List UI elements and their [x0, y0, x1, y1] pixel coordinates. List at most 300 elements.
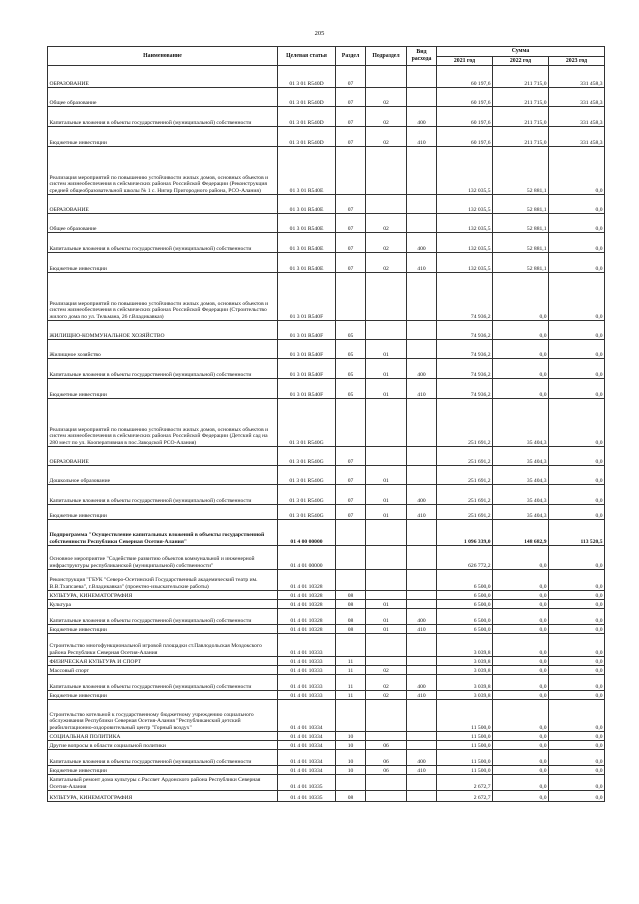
row-subsection: [366, 591, 407, 600]
row-2023: 0,0: [549, 253, 605, 273]
table-row: [48, 466, 605, 485]
table-row: [48, 625, 605, 634]
row-exp-type: [407, 520, 437, 546]
row-2023: 331 458,3: [549, 107, 605, 127]
row-subsection: 06: [366, 750, 407, 766]
table-row: [48, 570, 605, 591]
row-2021: 251 691,2: [437, 466, 493, 485]
row-2023: 0,0: [549, 546, 605, 570]
row-subsection: 02: [366, 253, 407, 273]
header-year-2021: 2021 год: [437, 57, 493, 66]
table-row: [48, 447, 605, 466]
row-section: [336, 273, 366, 321]
row-target: 01 4 01 10335: [278, 791, 336, 802]
row-2021: 6 500,0: [437, 609, 493, 625]
row-name: ОБРАЗОВАНИЕ: [48, 195, 278, 214]
row-target: 01 3 01 R540D: [278, 88, 336, 107]
table-row: [48, 147, 605, 195]
row-2022: 0,0: [493, 609, 549, 625]
row-name: Бюджетные инвестиции: [48, 253, 278, 273]
row-exp-type: 410: [407, 253, 437, 273]
row-target: 01 3 01 R540F: [278, 379, 336, 399]
row-subsection: [366, 775, 407, 791]
row-target: 01 4 01 10333: [278, 657, 336, 666]
row-2023: 0,0: [549, 570, 605, 591]
row-2023: 0,0: [549, 399, 605, 447]
table-row: [48, 127, 605, 147]
row-2023: 0,0: [549, 466, 605, 485]
row-target: 01 3 01 R540F: [278, 273, 336, 321]
header-year-2022: 2022 год: [493, 57, 549, 66]
row-exp-type: [407, 147, 437, 195]
row-section: 07: [336, 253, 366, 273]
table-row: [48, 321, 605, 340]
row-exp-type: 410: [407, 379, 437, 399]
row-exp-type: [407, 666, 437, 675]
row-2021: 132 035,5: [437, 195, 493, 214]
row-2021: 74 936,2: [437, 340, 493, 359]
row-2023: 0,0: [549, 147, 605, 195]
row-subsection: [366, 520, 407, 546]
row-2022: 211 715,0: [493, 88, 549, 107]
row-2021: 2 672,7: [437, 791, 493, 802]
row-exp-type: [407, 732, 437, 741]
row-2021: 6 500,0: [437, 600, 493, 609]
row-exp-type: 400: [407, 485, 437, 505]
table-row: [48, 273, 605, 321]
row-subsection: [366, 273, 407, 321]
row-2023: 0,0: [549, 233, 605, 253]
row-2021: 132 035,5: [437, 147, 493, 195]
row-exp-type: 400: [407, 359, 437, 379]
row-exp-type: [407, 66, 437, 88]
row-target: 01 3 01 R540G: [278, 466, 336, 485]
row-section: 05: [336, 379, 366, 399]
row-2023: 331 458,3: [549, 66, 605, 88]
row-2021: 3 039,8: [437, 634, 493, 657]
row-subsection: 01: [366, 600, 407, 609]
table-row: [48, 520, 605, 546]
row-target: 01 4 01 10333: [278, 634, 336, 657]
row-name: КУЛЬТУРА, КИНЕМАТОГРАФИЯ: [48, 791, 278, 802]
row-target: 01 4 01 10328: [278, 570, 336, 591]
row-target: 01 4 01 10333: [278, 666, 336, 675]
table-header: [48, 47, 605, 66]
row-name: СОЦИАЛЬНАЯ ПОЛИТИКА: [48, 732, 278, 741]
row-section: [336, 520, 366, 546]
row-name: Основное мероприятие "Содействие развитию объектов коммунальной и инженерной инфраструктуры республиканской (муниципальной) собственности": [48, 546, 278, 570]
row-2023: 0,0: [549, 766, 605, 775]
row-2022: 0,0: [493, 600, 549, 609]
row-subsection: [366, 399, 407, 447]
row-exp-type: 410: [407, 766, 437, 775]
row-name: Бюджетные инвестиции: [48, 127, 278, 147]
row-2022: 0,0: [493, 321, 549, 340]
row-exp-type: [407, 399, 437, 447]
row-2022: 52 881,1: [493, 233, 549, 253]
row-subsection: [366, 634, 407, 657]
row-2021: 11 500,0: [437, 750, 493, 766]
row-2023: 0,0: [549, 359, 605, 379]
row-exp-type: [407, 88, 437, 107]
row-name: Культура: [48, 600, 278, 609]
row-2021: 11 500,0: [437, 732, 493, 741]
row-exp-type: [407, 466, 437, 485]
row-2021: 6 500,0: [437, 591, 493, 600]
row-2022: 211 715,0: [493, 66, 549, 88]
row-2023: 0,0: [549, 214, 605, 233]
row-2021: 6 500,0: [437, 570, 493, 591]
budget-table: [47, 46, 605, 802]
row-subsection: [366, 657, 407, 666]
row-section: 11: [336, 657, 366, 666]
row-target: 01 3 01 R540F: [278, 321, 336, 340]
table-row: [48, 750, 605, 766]
row-section: 11: [336, 691, 366, 700]
table-row: [48, 766, 605, 775]
row-section: 07: [336, 66, 366, 88]
row-2021: 251 691,2: [437, 399, 493, 447]
row-exp-type: [407, 600, 437, 609]
row-target: 01 4 01 10333: [278, 691, 336, 700]
row-exp-type: [407, 195, 437, 214]
table-row: [48, 775, 605, 791]
row-2022: 0,0: [493, 700, 549, 732]
row-2021: 6 500,0: [437, 625, 493, 634]
row-target: 01 3 01 R540G: [278, 505, 336, 520]
row-2023: 0,0: [549, 379, 605, 399]
row-2023: 331 458,3: [549, 127, 605, 147]
row-2022: 52 881,1: [493, 253, 549, 273]
row-2021: 74 936,2: [437, 379, 493, 399]
header-section: Раздел: [336, 47, 366, 66]
row-name: Реализация мероприятий по повышению устойчивости жилых домов, основных объектов и систем жизнеобеспечения в сейсмических районах Российской Федерации (Реконструкция средней общеобразовательной школы № 1 с. Нигир Пригородного района, РСО-Алания): [48, 147, 278, 195]
row-section: [336, 546, 366, 570]
row-2023: 0,0: [549, 732, 605, 741]
row-2022: 0,0: [493, 750, 549, 766]
row-2023: 113 520,5: [549, 520, 605, 546]
row-section: 10: [336, 750, 366, 766]
row-exp-type: [407, 321, 437, 340]
row-subsection: 01: [366, 379, 407, 399]
page-number: 205: [314, 30, 325, 37]
row-2022: 35 404,3: [493, 447, 549, 466]
table-row: [48, 634, 605, 657]
row-2022: 52 881,1: [493, 147, 549, 195]
table-row: [48, 505, 605, 520]
header-subsection: Подраздел: [366, 47, 407, 66]
row-exp-type: [407, 570, 437, 591]
row-subsection: [366, 195, 407, 214]
row-exp-type: [407, 634, 437, 657]
row-2023: 0,0: [549, 600, 605, 609]
row-section: 05: [336, 340, 366, 359]
row-section: [336, 775, 366, 791]
row-name: Бюджетные инвестиции: [48, 691, 278, 700]
row-target: 01 4 01 10334: [278, 700, 336, 732]
row-2022: 0,0: [493, 359, 549, 379]
row-exp-type: [407, 591, 437, 600]
row-target: 01 4 01 10333: [278, 675, 336, 691]
row-target: 01 3 01 R540E: [278, 195, 336, 214]
row-target: 01 3 01 R540E: [278, 253, 336, 273]
row-target: 01 3 01 R540E: [278, 214, 336, 233]
row-2022: 211 715,0: [493, 127, 549, 147]
row-target: 01 4 01 10328: [278, 591, 336, 600]
row-2022: 0,0: [493, 732, 549, 741]
row-section: 10: [336, 741, 366, 750]
row-2022: 0,0: [493, 379, 549, 399]
row-subsection: [366, 732, 407, 741]
row-section: 07: [336, 88, 366, 107]
row-2023: 0,0: [549, 485, 605, 505]
row-2021: 60 197,6: [437, 107, 493, 127]
table-row: [48, 88, 605, 107]
row-2022: 0,0: [493, 546, 549, 570]
row-section: [336, 147, 366, 195]
row-2021: 60 197,6: [437, 127, 493, 147]
row-subsection: [366, 447, 407, 466]
row-2021: 11 500,0: [437, 766, 493, 775]
header-sum: Сумма: [437, 47, 605, 57]
row-2022: 0,0: [493, 340, 549, 359]
row-2022: 35 404,3: [493, 505, 549, 520]
table-row: [48, 741, 605, 750]
row-2021: 60 197,6: [437, 66, 493, 88]
row-section: 07: [336, 466, 366, 485]
header-name: Наименование: [48, 47, 278, 66]
row-2023: 0,0: [549, 750, 605, 766]
row-section: [336, 399, 366, 447]
row-2021: 74 936,2: [437, 359, 493, 379]
row-exp-type: [407, 700, 437, 732]
row-2023: 331 458,3: [549, 88, 605, 107]
row-subsection: 02: [366, 88, 407, 107]
row-2023: 0,0: [549, 634, 605, 657]
row-target: 01 4 01 10334: [278, 741, 336, 750]
row-section: 11: [336, 675, 366, 691]
row-2022: 0,0: [493, 791, 549, 802]
row-name: Бюджетные инвестиции: [48, 766, 278, 775]
row-2023: 0,0: [549, 609, 605, 625]
row-exp-type: [407, 273, 437, 321]
row-section: 07: [336, 107, 366, 127]
row-exp-type: 400: [407, 107, 437, 127]
row-exp-type: 410: [407, 505, 437, 520]
row-section: 10: [336, 732, 366, 741]
row-target: 01 3 01 R540D: [278, 66, 336, 88]
row-subsection: [366, 570, 407, 591]
row-name: Капитальные вложения в объекты государственной (муниципальной) собственности: [48, 609, 278, 625]
row-name: Массовый спорт: [48, 666, 278, 675]
row-name: КУЛЬТУРА, КИНЕМАТОГРАФИЯ: [48, 591, 278, 600]
row-target: 01 4 01 00000: [278, 546, 336, 570]
table-body: [48, 66, 605, 802]
row-exp-type: 400: [407, 750, 437, 766]
row-exp-type: [407, 447, 437, 466]
row-name: Бюджетные инвестиции: [48, 625, 278, 634]
row-name: ФИЗИЧЕСКАЯ КУЛЬТУРА И СПОРТ: [48, 657, 278, 666]
table-row: [48, 732, 605, 741]
table-row: [48, 107, 605, 127]
table-row: [48, 485, 605, 505]
row-name: Капитальные вложения в объекты государственной (муниципальной) собственности: [48, 485, 278, 505]
row-target: 01 3 01 R540D: [278, 127, 336, 147]
row-2021: 11 500,0: [437, 741, 493, 750]
row-2023: 0,0: [549, 447, 605, 466]
row-2022: 148 682,9: [493, 520, 549, 546]
header-exp-type: Вид расхода: [407, 47, 437, 66]
row-2023: 0,0: [549, 700, 605, 732]
row-name: ЖИЛИЩНО-КОММУНАЛЬНОЕ ХОЗЯЙСТВО: [48, 321, 278, 340]
row-exp-type: 400: [407, 233, 437, 253]
header-year-2023: 2023 год: [549, 57, 605, 66]
row-target: 01 3 01 R540D: [278, 107, 336, 127]
row-section: 05: [336, 321, 366, 340]
row-name: Бюджетные инвестиции: [48, 379, 278, 399]
row-2023: 0,0: [549, 340, 605, 359]
row-subsection: 02: [366, 691, 407, 700]
row-2021: 3 039,8: [437, 666, 493, 675]
row-2022: 0,0: [493, 634, 549, 657]
row-name: Реализация мероприятий по повышению устойчивости жилых домов, основных объектов и систем жизнеобеспечения в сейсмических районах Российской Федерации (Строительство жилого дома по ул. Тельмана, 26 г.Владикавказ): [48, 273, 278, 321]
row-section: 07: [336, 214, 366, 233]
row-section: 08: [336, 591, 366, 600]
row-2022: 0,0: [493, 691, 549, 700]
row-target: 01 3 01 R540G: [278, 485, 336, 505]
row-target: 01 3 01 R540G: [278, 399, 336, 447]
row-2022: 35 404,3: [493, 466, 549, 485]
row-name: Капитальные вложения в объекты государственной (муниципальной) собственности: [48, 750, 278, 766]
row-2022: 52 881,1: [493, 214, 549, 233]
row-target: 01 4 01 10334: [278, 766, 336, 775]
row-2023: 0,0: [549, 625, 605, 634]
row-2022: 0,0: [493, 625, 549, 634]
row-name: Подпрограмма "Осуществление капитальных вложений в объекты государственной собственности Республики Северная Осетия-Алания": [48, 520, 278, 546]
row-section: [336, 570, 366, 591]
row-2023: 0,0: [549, 666, 605, 675]
row-section: 07: [336, 233, 366, 253]
row-subsection: 06: [366, 741, 407, 750]
row-2023: 0,0: [549, 273, 605, 321]
row-name: ОБРАЗОВАНИЕ: [48, 66, 278, 88]
table-row: [48, 691, 605, 700]
row-subsection: 01: [366, 625, 407, 634]
table-row: [48, 700, 605, 732]
table-row: [48, 195, 605, 214]
row-2023: 0,0: [549, 505, 605, 520]
row-2021: 3 039,8: [437, 691, 493, 700]
row-2023: 0,0: [549, 321, 605, 340]
row-subsection: 01: [366, 485, 407, 505]
table-row: [48, 675, 605, 691]
row-subsection: 02: [366, 214, 407, 233]
row-name: Строительство котельной к государственному бюджетному учреждению социального обслуживания Республики Северная Осетия-Алания "Республиканский детский реабилитационно-оздоровительный центр "Горный воздух": [48, 700, 278, 732]
row-2022: 211 715,0: [493, 107, 549, 127]
table-row: [48, 609, 605, 625]
table-row: [48, 379, 605, 399]
row-target: 01 4 01 10328: [278, 609, 336, 625]
row-section: 11: [336, 666, 366, 675]
row-2022: 0,0: [493, 657, 549, 666]
row-target: 01 3 01 R540F: [278, 340, 336, 359]
row-section: 07: [336, 485, 366, 505]
row-subsection: [366, 66, 407, 88]
row-2022: 35 404,3: [493, 485, 549, 505]
row-2021: 251 691,2: [437, 447, 493, 466]
row-subsection: [366, 321, 407, 340]
table-row: [48, 657, 605, 666]
row-2022: 0,0: [493, 273, 549, 321]
row-2022: 0,0: [493, 591, 549, 600]
row-section: 08: [336, 625, 366, 634]
row-subsection: 01: [366, 340, 407, 359]
row-exp-type: 410: [407, 625, 437, 634]
row-2021: 132 035,5: [437, 253, 493, 273]
row-2023: 0,0: [549, 691, 605, 700]
row-2021: 132 035,5: [437, 233, 493, 253]
row-target: 01 4 01 10328: [278, 600, 336, 609]
row-2021: 3 039,8: [437, 657, 493, 666]
row-2023: 0,0: [549, 791, 605, 802]
row-2023: 0,0: [549, 195, 605, 214]
row-name: Дошкольное образование: [48, 466, 278, 485]
row-2021: 11 500,0: [437, 700, 493, 732]
table-row: [48, 666, 605, 675]
row-exp-type: [407, 791, 437, 802]
table-row: [48, 600, 605, 609]
row-section: [336, 700, 366, 732]
row-section: 08: [336, 791, 366, 802]
row-name: Бюджетные инвестиции: [48, 505, 278, 520]
row-2021: 60 197,6: [437, 88, 493, 107]
row-section: 07: [336, 195, 366, 214]
row-subsection: 06: [366, 766, 407, 775]
row-target: 01 3 01 R540E: [278, 147, 336, 195]
row-2023: 0,0: [549, 741, 605, 750]
row-exp-type: [407, 657, 437, 666]
row-2021: 251 691,2: [437, 505, 493, 520]
row-2022: 0,0: [493, 775, 549, 791]
row-2023: 0,0: [549, 657, 605, 666]
row-subsection: 01: [366, 609, 407, 625]
row-2022: 35 404,3: [493, 399, 549, 447]
table-row: [48, 546, 605, 570]
row-section: 07: [336, 447, 366, 466]
table-row: [48, 214, 605, 233]
row-section: 07: [336, 505, 366, 520]
row-name: Капитальные вложения в объекты государственной (муниципальной) собственности: [48, 107, 278, 127]
row-exp-type: 400: [407, 675, 437, 691]
row-subsection: 02: [366, 233, 407, 253]
row-name: Жилищное хозяйство: [48, 340, 278, 359]
row-target: 01 4 01 10334: [278, 732, 336, 741]
row-2021: 74 936,2: [437, 273, 493, 321]
row-2022: 0,0: [493, 741, 549, 750]
row-exp-type: [407, 340, 437, 359]
row-exp-type: [407, 214, 437, 233]
row-subsection: [366, 700, 407, 732]
row-name: Капитальные вложения в объекты государственной (муниципальной) собственности: [48, 675, 278, 691]
row-2023: 0,0: [549, 775, 605, 791]
row-2022: 0,0: [493, 570, 549, 591]
row-target: 01 4 00 00000: [278, 520, 336, 546]
row-subsection: [366, 546, 407, 570]
row-2021: 626 772,2: [437, 546, 493, 570]
row-subsection: 02: [366, 675, 407, 691]
row-subsection: 02: [366, 127, 407, 147]
row-name: Капитальные вложения в объекты государственной (муниципальной) собственности: [48, 233, 278, 253]
